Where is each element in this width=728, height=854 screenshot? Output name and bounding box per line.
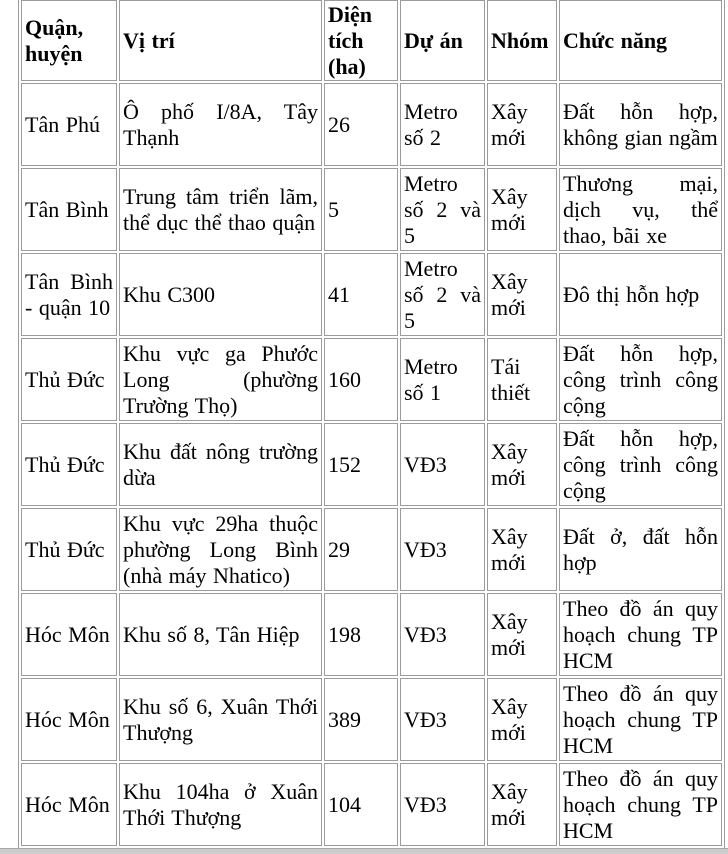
cell-area: 41 bbox=[324, 253, 398, 336]
table-row bbox=[21, 423, 722, 506]
cell-group: Xây mới bbox=[487, 168, 557, 251]
col-header-location: Vị trí bbox=[119, 0, 322, 81]
cell-district: Hóc Môn bbox=[21, 593, 117, 676]
header-row bbox=[21, 0, 722, 81]
col-header-area: Diện tích (ha) bbox=[324, 0, 398, 81]
col-header-group: Nhóm bbox=[487, 0, 557, 81]
cell-group: Xây mới bbox=[487, 508, 557, 591]
cell-area: 160 bbox=[324, 338, 398, 421]
cell-location: Khu vực 29ha thuộc phường Long Bình (nhà máy Nhatico) bbox=[119, 508, 322, 591]
table-row bbox=[21, 593, 722, 676]
cell-location: Khu số 8, Tân Hiệp bbox=[119, 593, 322, 676]
cell-district: Hóc Môn bbox=[21, 678, 117, 761]
cell-group: Xây mới bbox=[487, 593, 557, 676]
cell-location: Trung tâm triển lãm, thể dục thể thao quận bbox=[119, 168, 322, 251]
cell-project: Metro số 1 bbox=[400, 338, 485, 421]
cell-district: Tân Bình - quận 10 bbox=[21, 253, 117, 336]
cell-location: Khu C300 bbox=[119, 253, 322, 336]
cell-function: Theo đồ án quy hoạch chung TP HCM bbox=[559, 763, 722, 846]
cell-project: VĐ3 bbox=[400, 423, 485, 506]
cell-district: Tân Bình bbox=[21, 168, 117, 251]
cell-group: Tái thiết bbox=[487, 338, 557, 421]
cell-project: VĐ3 bbox=[400, 763, 485, 846]
cell-function: Đất hỗn hợp, không gian ngầm bbox=[559, 83, 722, 166]
planning-table bbox=[18, 0, 725, 849]
cell-function: Theo đồ án quy hoạch chung TP HCM bbox=[559, 678, 722, 761]
cell-area: 29 bbox=[324, 508, 398, 591]
cell-district: Thủ Đức bbox=[21, 508, 117, 591]
col-header-function: Chức năng bbox=[559, 0, 722, 81]
cell-function: Đất hỗn hợp, công trình công cộng bbox=[559, 338, 722, 421]
cell-location: Khu số 6, Xuân Thới Thượng bbox=[119, 678, 322, 761]
cell-project: Metro số 2 và 5 bbox=[400, 253, 485, 336]
table-row bbox=[21, 83, 722, 166]
cell-area: 26 bbox=[324, 83, 398, 166]
cell-function: Đất ở, đất hỗn hợp bbox=[559, 508, 722, 591]
cell-function: Theo đồ án quy hoạch chung TP HCM bbox=[559, 593, 722, 676]
cell-location: Ô phố I/8A, Tây Thạnh bbox=[119, 83, 322, 166]
cell-area: 5 bbox=[324, 168, 398, 251]
table-row bbox=[21, 253, 722, 336]
cell-area: 198 bbox=[324, 593, 398, 676]
cell-group: Xây mới bbox=[487, 678, 557, 761]
table-row bbox=[21, 763, 722, 846]
table-row bbox=[21, 508, 722, 591]
cell-project: VĐ3 bbox=[400, 508, 485, 591]
cell-area: 104 bbox=[324, 763, 398, 846]
cell-project: VĐ3 bbox=[400, 593, 485, 676]
cell-location: Khu vực ga Phước Long (phường Trường Thọ) bbox=[119, 338, 322, 421]
col-header-district: Quận, huyện bbox=[21, 0, 117, 81]
cell-area: 389 bbox=[324, 678, 398, 761]
bottom-edge-strip bbox=[0, 848, 728, 854]
cell-location: Khu 104ha ở Xuân Thới Thượng bbox=[119, 763, 322, 846]
cell-function: Thương mại, dịch vụ, thể thao, bãi xe bbox=[559, 168, 722, 251]
cell-group: Xây mới bbox=[487, 423, 557, 506]
cell-group: Xây mới bbox=[487, 763, 557, 846]
table-row bbox=[21, 338, 722, 421]
cell-group: Xây mới bbox=[487, 253, 557, 336]
cell-project: Metro số 2 và 5 bbox=[400, 168, 485, 251]
table-row bbox=[21, 168, 722, 251]
cell-function: Đất hỗn hợp, công trình công cộng bbox=[559, 423, 722, 506]
col-header-project: Dự án bbox=[400, 0, 485, 81]
cell-district: Thủ Đức bbox=[21, 338, 117, 421]
table-row bbox=[21, 678, 722, 761]
cell-district: Thủ Đức bbox=[21, 423, 117, 506]
cell-district: Tân Phú bbox=[21, 83, 117, 166]
cell-project: VĐ3 bbox=[400, 678, 485, 761]
cell-area: 152 bbox=[324, 423, 398, 506]
cell-district: Hóc Môn bbox=[21, 763, 117, 846]
cell-location: Khu đất nông trường dừa bbox=[119, 423, 322, 506]
cell-project: Metro số 2 bbox=[400, 83, 485, 166]
cell-function: Đô thị hỗn hợp bbox=[559, 253, 722, 336]
cell-group: Xây mới bbox=[487, 83, 557, 166]
